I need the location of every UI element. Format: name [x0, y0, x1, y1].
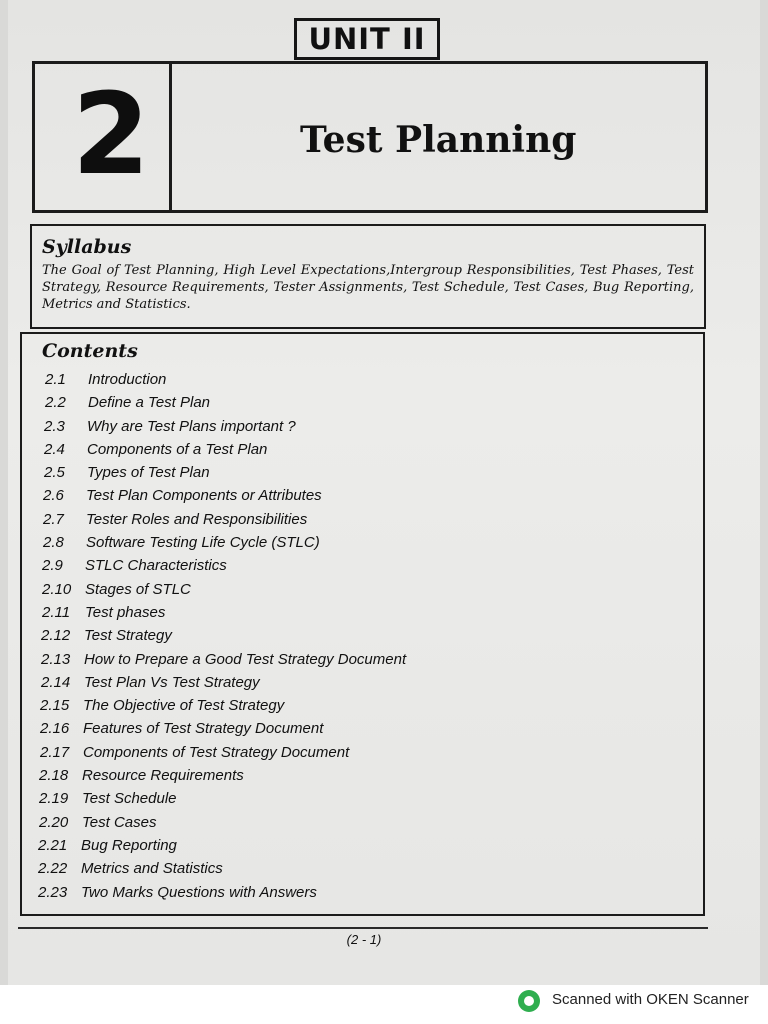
contents-item	[22, 834, 703, 857]
contents-item	[22, 671, 703, 694]
contents-item-number: 2.12	[41, 627, 71, 645]
contents-item-label: How to Prepare a Good Test Strategy Document	[84, 650, 407, 668]
contents-item-number: 2.6	[43, 487, 64, 505]
contents-item-label: Test Strategy	[84, 627, 172, 645]
chapter-title: Test Planning	[300, 119, 577, 161]
contents-item-label: Test Schedule	[82, 790, 177, 808]
syllabus-heading: Syllabus	[42, 236, 132, 258]
contents-item-label: Test Plan Vs Test Strategy	[84, 673, 260, 691]
scanner-watermark-text: Scanned with OKEN Scanner	[552, 991, 749, 1008]
contents-item-number: 2.9	[42, 557, 63, 575]
contents-item	[22, 415, 703, 438]
contents-item-number: 2.21	[38, 836, 68, 854]
contents-item-number: 2.19	[39, 790, 69, 808]
contents-item-number: 2.13	[41, 650, 71, 668]
footer-divider	[18, 927, 708, 929]
contents-item-label: Resource Requirements	[82, 767, 244, 785]
contents-item-label: Components of a Test Plan	[87, 440, 268, 458]
contents-item-number: 2.22	[38, 860, 68, 878]
contents-item-label: Metrics and Statistics	[81, 860, 223, 878]
contents-item	[22, 741, 703, 764]
contents-item	[22, 554, 703, 577]
contents-item	[22, 764, 703, 787]
document-page	[8, 0, 760, 985]
contents-item-number: 2.5	[44, 464, 65, 482]
contents-item	[22, 787, 703, 810]
contents-item	[22, 601, 703, 624]
contents-item	[22, 648, 703, 671]
contents-item	[22, 391, 703, 414]
syllabus-box	[30, 224, 706, 329]
contents-item-label: Features of Test Strategy Document	[83, 720, 324, 738]
contents-item-number: 2.17	[40, 743, 70, 761]
contents-item-label: Define a Test Plan	[88, 394, 211, 412]
contents-item	[22, 857, 703, 880]
unit-label: UNIT II	[308, 22, 426, 56]
contents-item-number: 2.15	[40, 697, 70, 715]
contents-item-number: 2.7	[43, 510, 64, 528]
contents-item-label: Why are Test Plans important ?	[87, 417, 296, 435]
contents-item-number: 2.4	[44, 440, 65, 458]
contents-item-label: The Objective of Test Strategy	[83, 697, 285, 715]
contents-item	[22, 694, 703, 717]
chapter-divider	[169, 64, 172, 210]
contents-item-label: Bug Reporting	[81, 836, 177, 854]
contents-item-number: 2.16	[40, 720, 70, 738]
contents-item-label: Test phases	[85, 603, 166, 621]
contents-item-number: 2.8	[43, 534, 64, 552]
contents-item	[22, 508, 703, 531]
contents-item-number: 2.23	[38, 883, 68, 901]
contents-item-number: 2.3	[44, 417, 65, 435]
contents-item	[22, 461, 703, 484]
contents-item-label: Components of Test Strategy Document	[83, 743, 350, 761]
contents-item	[22, 578, 703, 601]
contents-item	[22, 624, 703, 647]
contents-item-number: 2.14	[41, 673, 71, 691]
syllabus-text: The Goal of Test Planning, High Level Expectations,Intergroup Responsibilities, Test Phases, Test Strategy, Resource Requirements, Tester Assignments, Test Schedule, Test Cases, Bug Reporting, Metrics and Statistics.	[42, 263, 694, 312]
contents-item-label: Test Cases	[82, 813, 157, 831]
contents-item-label: STLC Characteristics	[85, 557, 227, 575]
unit-label-box	[294, 18, 440, 60]
contents-item-number: 2.1	[45, 371, 66, 388]
contents-item	[22, 368, 703, 391]
contents-item-label: Two Marks Questions with Answers	[81, 883, 317, 901]
contents-heading: Contents	[42, 340, 138, 362]
contents-item-label: Stages of STLC	[85, 580, 191, 598]
contents-item	[22, 881, 703, 904]
scanner-logo-icon	[518, 990, 540, 1012]
contents-item-number: 2.10	[42, 580, 72, 598]
contents-item-number: 2.11	[42, 603, 71, 621]
contents-item	[22, 811, 703, 834]
contents-item-label: Software Testing Life Cycle (STLC)	[86, 534, 320, 552]
chapter-header	[32, 61, 708, 213]
contents-item-label: Test Plan Components or Attributes	[86, 487, 322, 505]
contents-item	[22, 717, 703, 740]
contents-box	[20, 332, 705, 916]
contents-item	[22, 531, 703, 554]
contents-item-number: 2.2	[45, 394, 66, 412]
contents-item-number: 2.20	[39, 813, 69, 831]
contents-item-label: Introduction	[88, 371, 167, 388]
contents-list	[22, 368, 703, 904]
page-number: (2 - 1)	[346, 932, 382, 947]
contents-item	[22, 484, 703, 507]
contents-item-number: 2.18	[39, 767, 69, 785]
contents-item	[22, 438, 703, 461]
chapter-number: 2	[72, 70, 150, 200]
contents-item-label: Tester Roles and Responsibilities	[86, 510, 308, 528]
contents-item-label: Types of Test Plan	[87, 464, 210, 482]
